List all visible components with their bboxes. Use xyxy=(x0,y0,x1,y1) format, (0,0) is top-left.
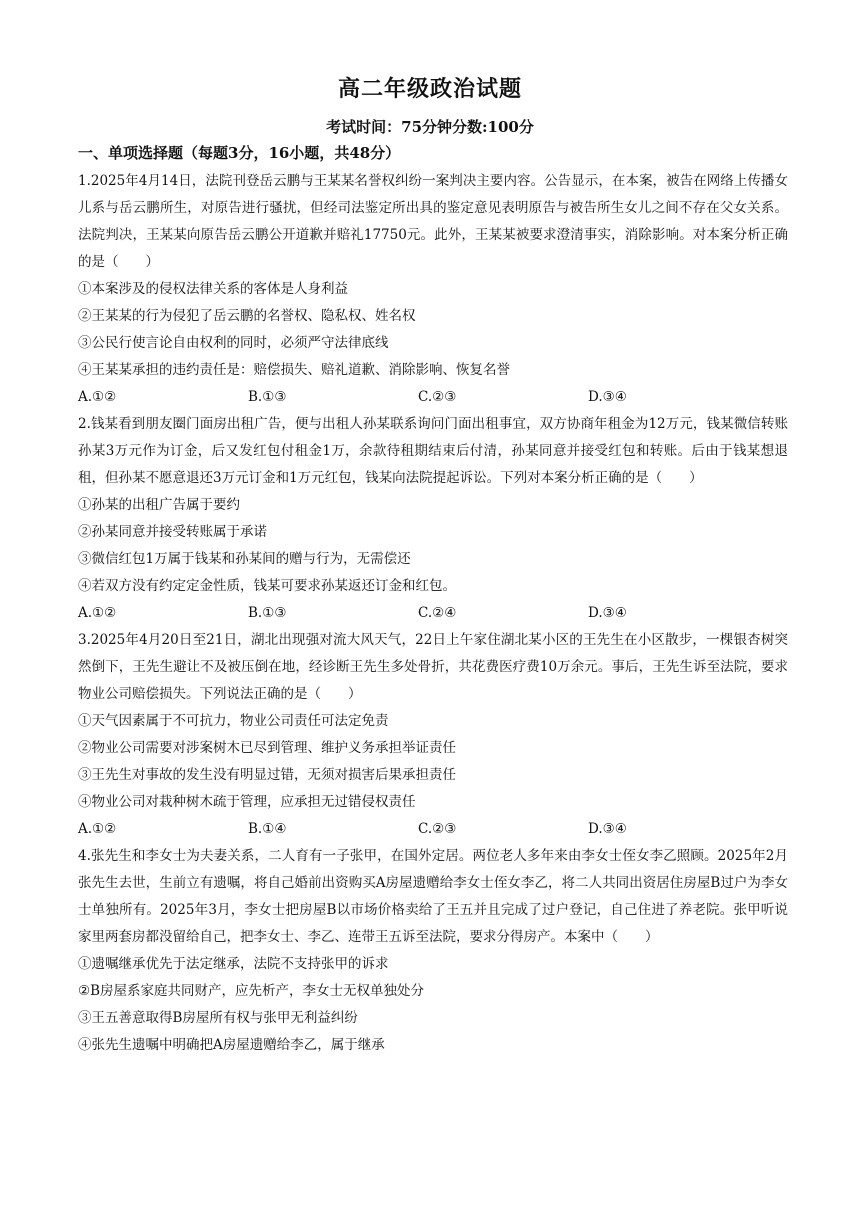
question-4 xyxy=(78,843,788,1059)
answer-choices xyxy=(78,384,788,411)
answer-choices xyxy=(78,600,788,627)
statement-option: ③公民行使言论自由权利的同时，必须严守法律底线 xyxy=(78,335,389,351)
answer-choices xyxy=(78,816,788,843)
page-title: 高二年级政治试题 xyxy=(337,77,522,102)
answer-choice-d: D.③④ xyxy=(588,389,627,405)
answer-choice-c: C.②③ xyxy=(418,389,457,405)
statement-option: ②物业公司需要对涉案树木已尽到管理、维护义务承担举证责任 xyxy=(78,740,456,756)
statement-option: ②B房屋系家庭共同财产，应先析产，李女士无权单独处分 xyxy=(78,983,425,999)
question-2 xyxy=(78,411,788,627)
statement-option: ③王五善意取得B房屋所有权与张甲无利益纠纷 xyxy=(78,1010,358,1026)
statement-option: ④若双方没有约定定金性质，钱某可要求孙某返还订金和红包。 xyxy=(78,578,456,594)
question-stem: 3.2025年4月20日至21日，湖北出现强对流大风天气，22日上午家住湖北某小区的王先生在小区散步，一棵银杏树突然倒下，王先生避让不及被压倒在地，经诊断王先生多处骨折，共花费医疗费10万余元。事后，王先生诉至法院，要求物业公司赔偿损失。下列说法正确的是（ ） xyxy=(78,632,788,702)
answer-choice-a: A.①② xyxy=(78,821,117,837)
question-1 xyxy=(78,168,788,411)
statement-option: ③王先生对事故的发生没有明显过错，无须对损害后果承担责任 xyxy=(78,767,456,783)
statement-option: ②王某某的行为侵犯了岳云鹏的名誉权、隐私权、姓名权 xyxy=(78,308,416,324)
statement-option: ④王某某承担的违约责任是：赔偿损失、赔礼道歉、消除影响、恢复名誉 xyxy=(78,362,510,378)
statement-option: ①本案涉及的侵权法律关系的客体是人身利益 xyxy=(78,281,348,297)
statement-option: ①遗嘱继承优先于法定继承，法院不支持张甲的诉求 xyxy=(78,956,389,972)
answer-choice-a: A.①② xyxy=(78,605,117,621)
statement-option: ①天气因素属于不可抗力，物业公司责任可法定免责 xyxy=(78,713,389,729)
statement-option: ①孙某的出租广告属于要约 xyxy=(78,497,240,513)
answer-choice-c: C.②③ xyxy=(418,821,457,837)
answer-choice-b: B.①③ xyxy=(248,389,287,405)
answer-choice-a: A.①② xyxy=(78,389,117,405)
exam-info: 考试时间：75分钟分数:100分 xyxy=(326,118,534,136)
answer-choice-b: B.①③ xyxy=(248,605,287,621)
question-list xyxy=(78,168,788,1059)
question-stem: 4.张先生和李女士为夫妻关系，二人育有一子张甲，在国外定居。两位老人多年来由李女士侄女李乙照顾。2025年2月张先生去世，生前立有遗嘱，将自己婚前出资购买A房屋遗赠给李女士侄女李乙，将二人共同出资居住房屋B过户为李女士单独所有。2025年3月，李女士把房屋B以市场价格卖给了王五并且完成了过户登记，自己住进了养老院。张甲听说家里两套房都没留给自己，把李女士、李乙、连带王五诉至法院，要求分得房产。本案中（ ） xyxy=(78,848,788,945)
question-stem: 2.钱某看到朋友圈门面房出租广告，便与出租人孙某联系询问门面出租事宜，双方协商年租金为12万元，钱某微信转账孙某3万元作为订金，后又发红包付租金1万，余款待租期结束后付清，孙某同意并接受红包和转账。后由于钱某想退租，但孙某不愿意退还3万元订金和1万元红包，钱某向法院提起诉讼。下列对本案分析正确的是（ ） xyxy=(78,416,788,486)
answer-choice-d: D.③④ xyxy=(588,605,627,621)
section-heading: 一、单项选择题（每题3分，16小题，共48分） xyxy=(78,144,401,162)
question-3 xyxy=(78,627,788,843)
statement-option: ③微信红包1万属于钱某和孙某间的赠与行为，无需偿还 xyxy=(78,551,411,567)
question-stem: 1.2025年4月14日，法院刊登岳云鹏与王某某名誉权纠纷一案判决主要内容。公告显示，在本案，被告在网络上传播女儿系与岳云鹏所生，对原告进行骚扰，但经司法鉴定所出具的鉴定意见表明原告与被告所生女儿之间不存在父女关系。法院判决，王某某向原告岳云鹏公开道歉并赔礼17750元。此外，王某某被要求澄清事实，消除影响。对本案分析正确的是（ ） xyxy=(78,173,788,270)
answer-choice-d: D.③④ xyxy=(588,821,627,837)
statement-option: ④张先生遗嘱中明确把A房屋遗赠给李乙，属于继承 xyxy=(78,1037,385,1053)
answer-choice-c: C.②④ xyxy=(418,605,457,621)
statement-option: ④物业公司对栽种树木疏于管理，应承担无过错侵权责任 xyxy=(78,794,416,810)
answer-choice-b: B.①④ xyxy=(248,821,287,837)
statement-option: ②孙某同意并接受转账属于承诺 xyxy=(78,524,267,540)
